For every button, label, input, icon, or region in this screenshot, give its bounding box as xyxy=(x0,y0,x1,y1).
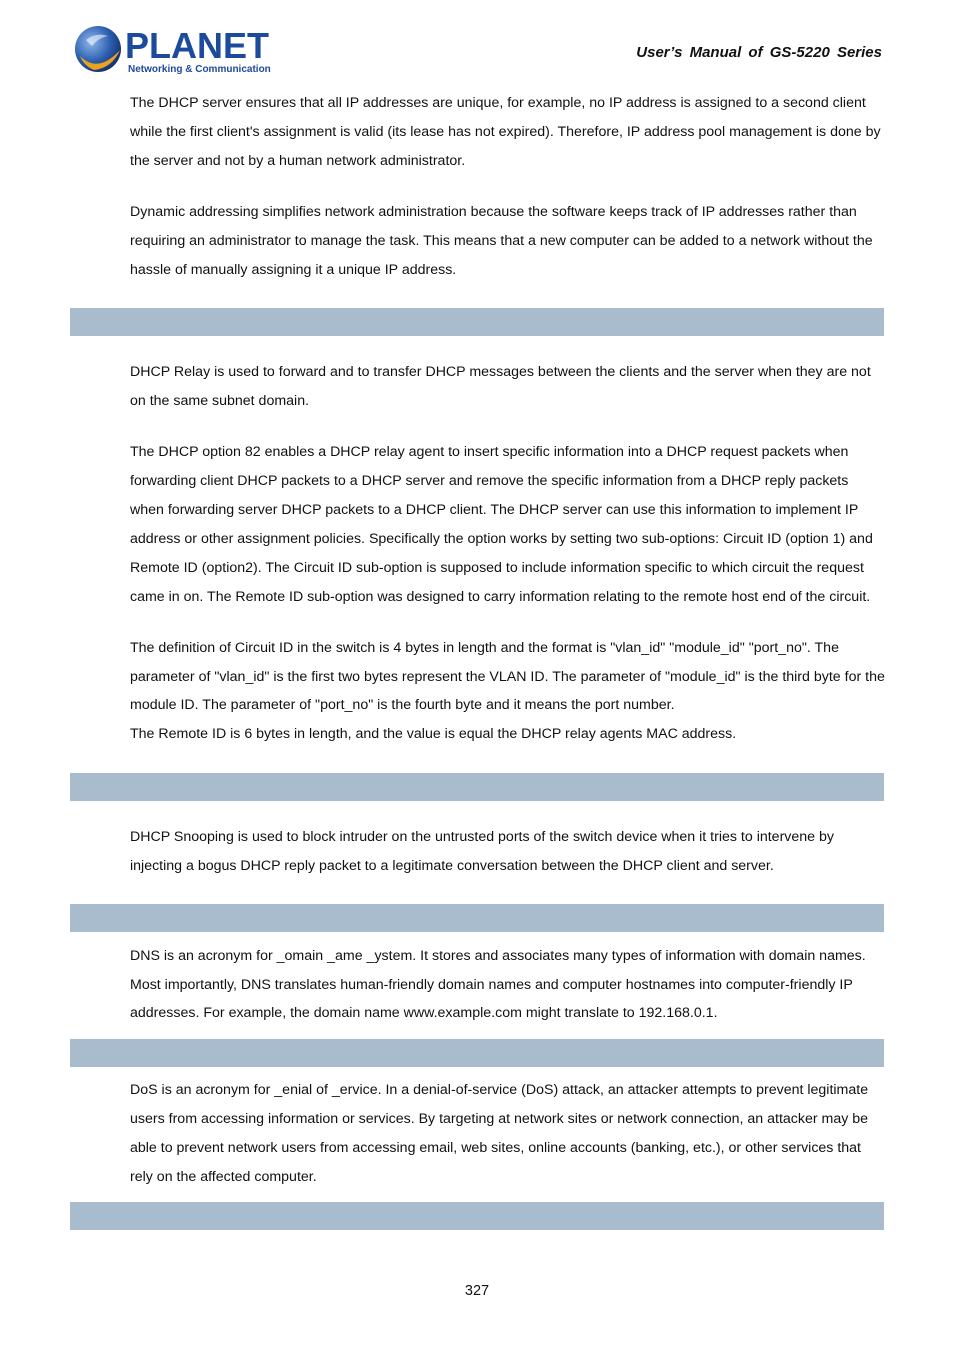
paragraph-dynamic-addressing: Dynamic addressing simplifies network administration because the software keeps track of IP addresses rather than requiring an administrator to manage the task. This means that a new computer can be added to a network without the hassle of manually assigning it a unique IP address. xyxy=(130,204,873,278)
paragraph-dhcp-relay: DHCP Relay is used to forward and to transfer DHCP messages between the clients and the server when they are not on the same subnet domain. xyxy=(130,364,871,409)
section-bar xyxy=(70,773,884,801)
planet-logo-icon xyxy=(72,22,272,78)
paragraph-circuit-id: The definition of Circuit ID in the switch is 4 bytes in length and the format is "vlan_id" "module_id" "port_no". The parameter of "vlan_id" is the first two bytes represent the VLAN ID. The parameter of "module_id" is the third byte for the module ID. The parameter of "port_no" is the fourth byte and it means the port number. xyxy=(130,640,885,713)
paragraph-dns: DNS is an acronym for _omain _ame _ystem. It stores and associates many types of information with domain names. Most importantly, DNS translates human-friendly domain names and computer hostnames into computer-friendly IP addresses. For example, the domain name www.example.com might translate to 192.168.0.1. xyxy=(130,948,866,1021)
section-bar xyxy=(70,308,884,336)
paragraph-dos: DoS is an acronym for _enial of _ervice. In a denial-of-service (DoS) attack, an attacker attempts to prevent legitimate users from accessing information or services. By targeting at network sites or network connection, an attacker may be able to prevent network users from accessing email, web sites, online accounts (banking, etc.), or other services that rely on the affected computer. xyxy=(130,1082,869,1185)
section-bar xyxy=(70,1039,884,1067)
svg-text:PLANET: PLANET xyxy=(125,25,269,66)
paragraph-option-82: The DHCP option 82 enables a DHCP relay agent to insert specific information into a DHCP request packets when forwarding client DHCP packets to a DHCP server and remove the specific information from a DHCP reply packets when forwarding server DHCP packets to a DHCP client. The DHCP server can use this information to implement IP address or other assignment policies. Specifically the option works by setting two sub-options: Circuit ID (option 1) and Remote ID (option2). The Circuit ID sub-option is supposed to include information specific to which circuit the request came in on. The Remote ID sub-option was designed to carry information relating to the remote host end of the circuit. xyxy=(130,444,873,605)
paragraph-dhcp-snooping: DHCP Snooping is used to block intruder on the untrusted ports of the switch device when it tries to intervene by injecting a bogus DHCP reply packet to a legitimate conversation between the DHCP client and server. xyxy=(130,829,834,874)
planet-logo xyxy=(72,22,272,78)
section-bar xyxy=(70,904,884,932)
svg-text:Networking & Communication: Networking & Communication xyxy=(128,64,271,75)
manual-title: User’s Manual of GS-5220 Series xyxy=(636,44,882,61)
page-number: 327 xyxy=(464,1283,490,1299)
paragraph-remote-id: The Remote ID is 6 bytes in length, and the value is equal the DHCP relay agents MAC address. xyxy=(130,726,737,742)
section-bar xyxy=(70,1202,884,1230)
paragraph-dhcp-unique: The DHCP server ensures that all IP addresses are unique, for example, no IP address is assigned to a second client while the first client's assignment is valid (its lease has not expired). Therefore, IP address pool management is done by the server and not by a human network administrator. xyxy=(130,95,881,169)
